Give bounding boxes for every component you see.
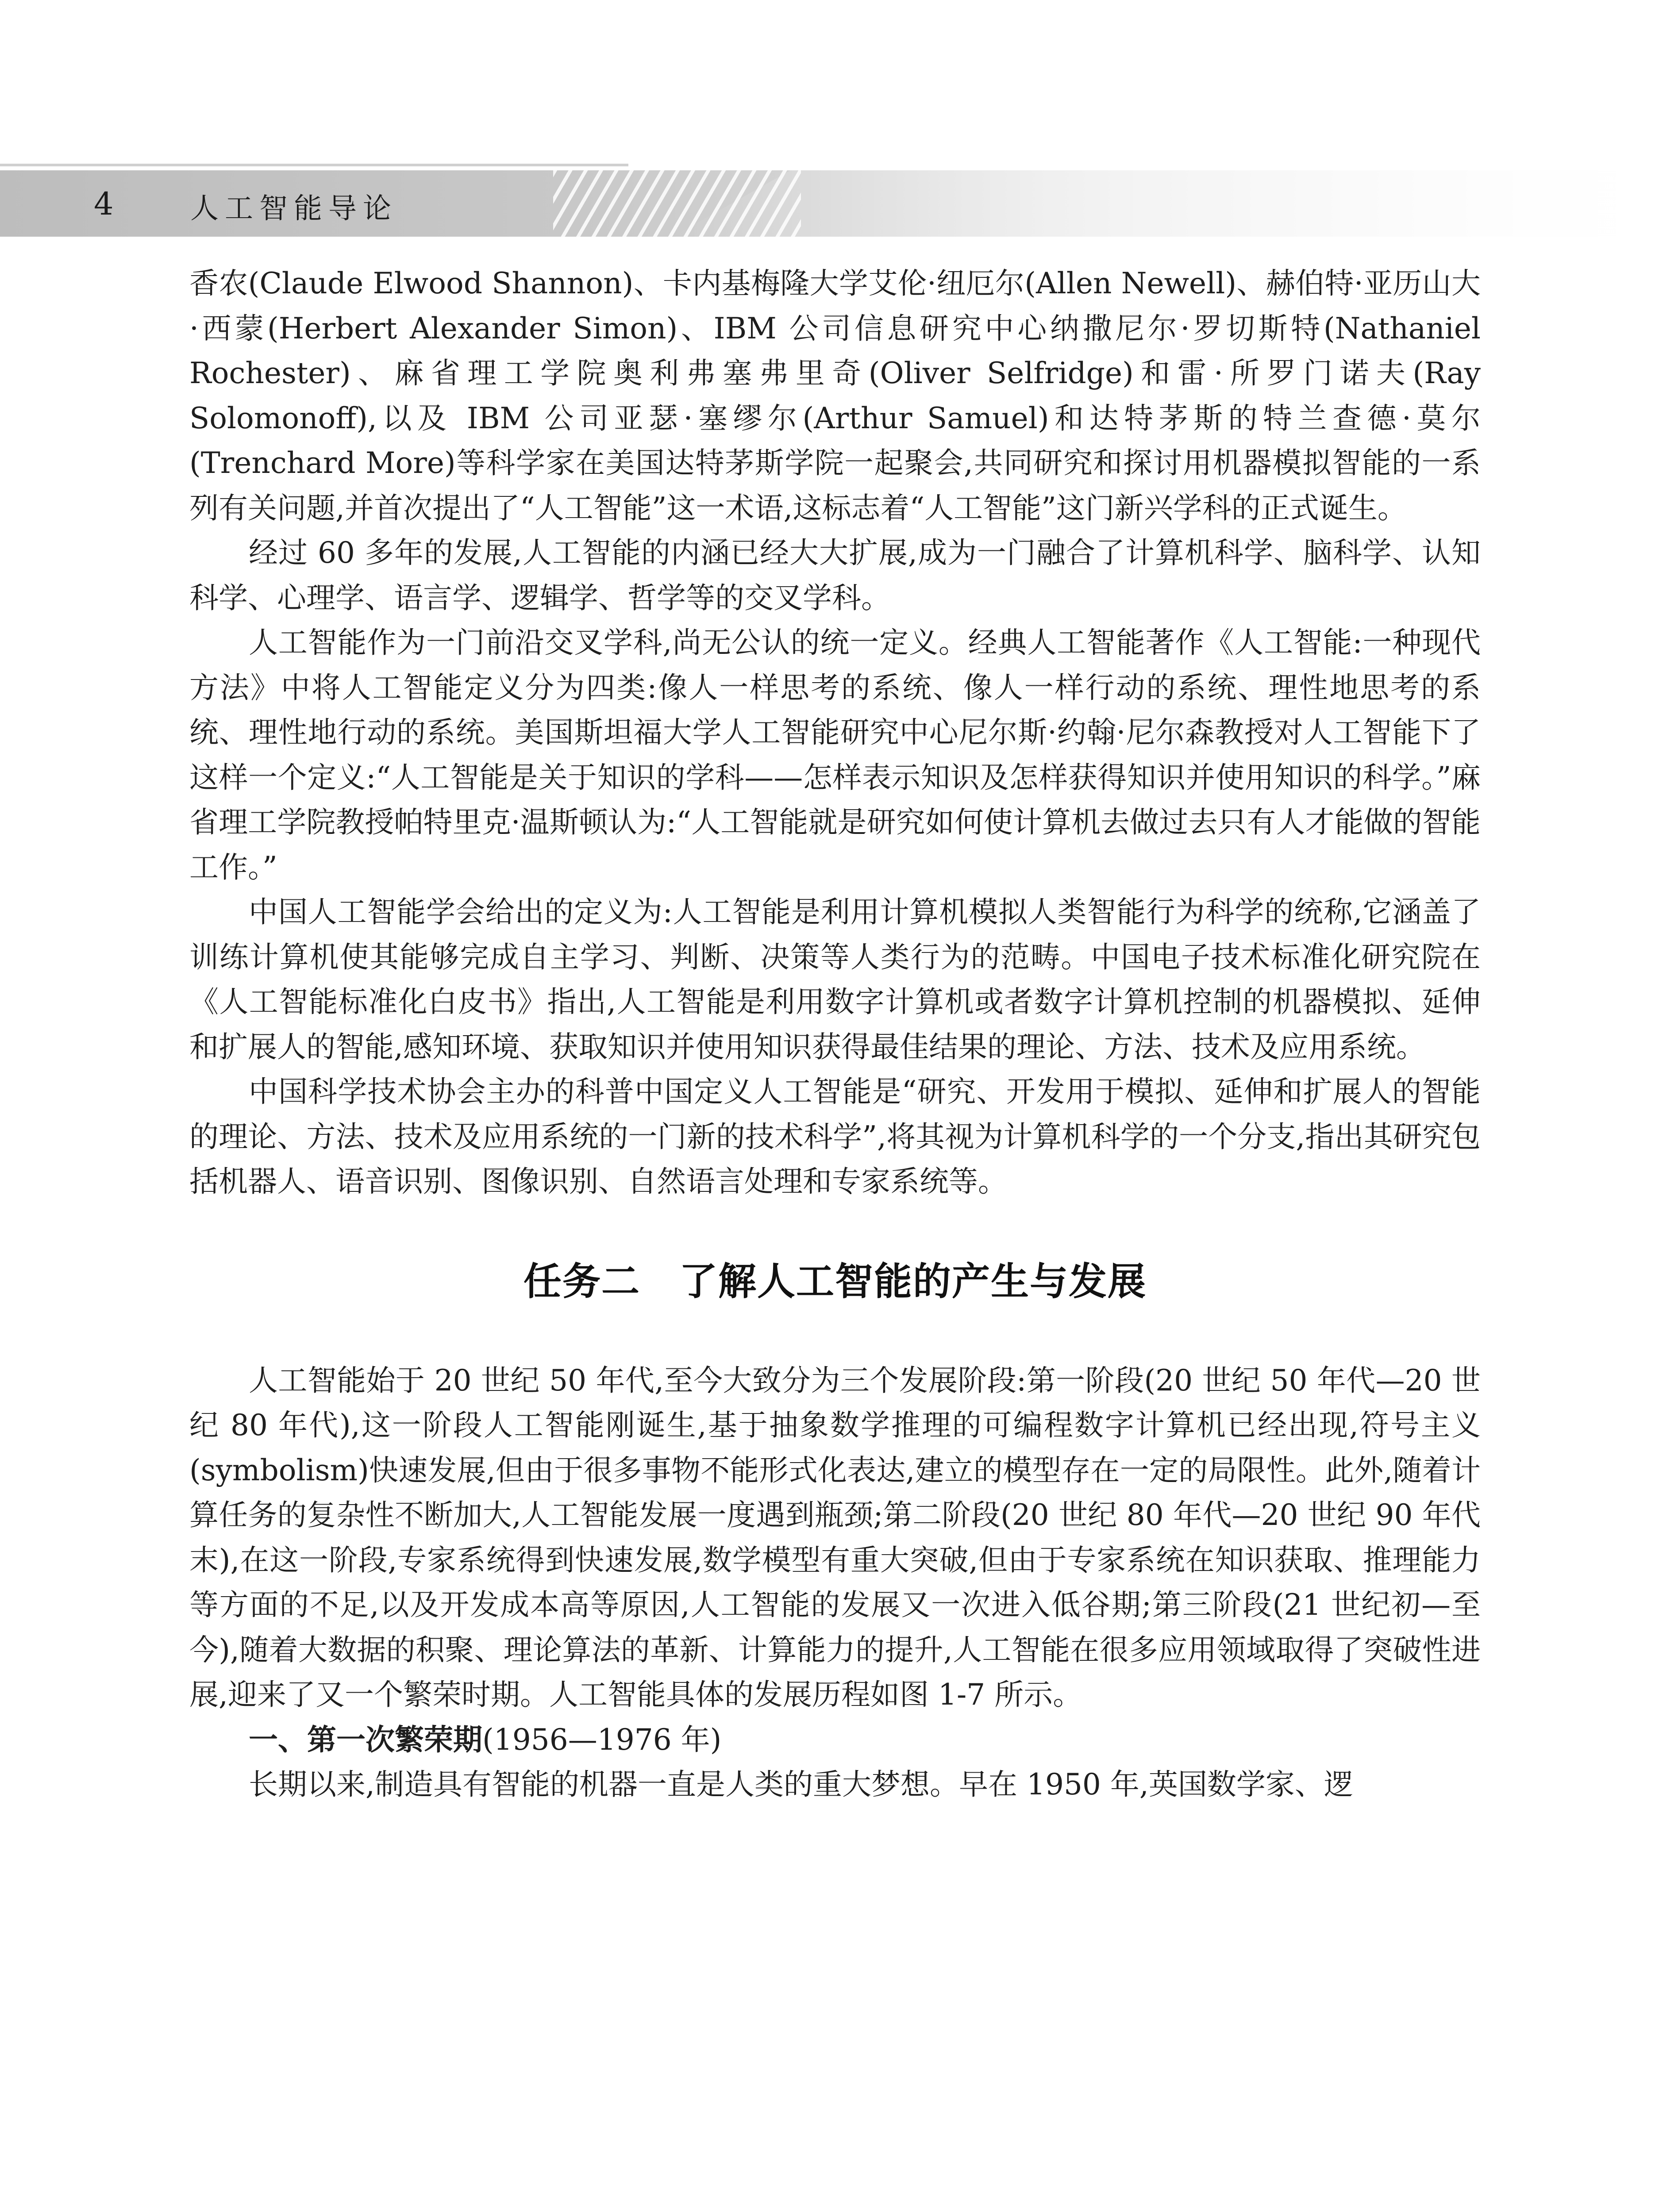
paragraph-caai-definition: 中国人工智能学会给出的定义为:人工智能是利用计算机模拟人类智能行为科学的统称,它涵盖了训练计算机使其能够完成自主学习、判断、决策等人类行为的范畴。中国电子技术标准化研究院在《人工智能标准化白皮书》指出,人工智能是利用数字计算机或者数字计算机控制的机器模拟、延伸和扩展人的智能,感知环境、获取知识并使用知识获得最佳结果的理论、方法、技术及应用系统。: [189, 895, 1481, 1064]
paragraph-last: 长期以来,制造具有智能的机器一直是人类的重大梦想。早在 1950 年,英国数学家、逻: [249, 1767, 1353, 1801]
paragraph-ai-evolution: 经过 60 多年的发展,人工智能的内涵已经大大扩展,成为一门融合了计算机科学、脑科学、认知科学、心理学、语言学、逻辑学、哲学等的交叉学科。: [189, 536, 1481, 615]
page-number: 4: [94, 186, 114, 222]
header-top-rule: [0, 164, 628, 166]
section-title: 任务二 了解人工智能的产生与发展: [523, 1259, 1147, 1304]
subheading-bold: 一、第一次繁荣期: [249, 1722, 482, 1757]
page-body: [189, 261, 1481, 1807]
subheading-years: (1956—1976 年): [482, 1722, 722, 1757]
subheading-first-boom: [189, 1717, 1481, 1763]
paragraph-ai-stages: 人工智能始于 20 世纪 50 年代,至今大致分为三个发展阶段:第一阶段(20 世纪 50 年代—20 世纪 80 年代),这一阶段人工智能刚诞生,基于抽象数学推理的可编程数字计算机已经出现,符号主义(symbolism)快速发展,但由于很多事物不能形式化表达,建立的模型存在一定的局限性。此外,随着计算任务的复杂性不断加大,人工智能发展一度遇到瓶颈;第二阶段(20 世纪 80 年代—20 世纪 90 年代末),在这一阶段,专家系统得到快速发展,数学模型有重大突破,但由于专家系统在知识获取、推理能力等方面的不足,以及开发成本高等原因,人工智能的发展又一次进入低谷期;第三阶段(21 世纪初—至今),随着大数据的积聚、理论算法的革新、计算能力的提升,人工智能在很多应用领域取得了突破性进展,迎来了又一个繁荣时期。人工智能具体的发展历程如图 1-7 所示。: [189, 1363, 1481, 1712]
paragraph-cast-definition: 中国科学技术协会主办的科普中国定义人工智能是“研究、开发用于模拟、延伸和扩展人的智能的理论、方法、技术及应用系统的一门新的技术科学”,将其视为计算机科学的一个分支,指出其研究包括机器人、语音识别、图像识别、自然语言处理和专家系统等。: [189, 1075, 1481, 1198]
paragraph-continued: 香农(Claude Elwood Shannon)、卡内基梅隆大学艾伦·纽厄尔(Allen Newell)、赫伯特·亚历山大·西蒙(Herbert Alexander Simon)、IBM 公司信息研究中心纳撒尼尔·罗切斯特(Nathaniel Rochester)、麻省理工学院奥利弗塞弗里奇(Oliver Selfridge)和雷·所罗门诺夫(Ray Solomonoff),以及 IBM 公司亚瑟·塞缪尔(Arthur Samuel)和达特茅斯的特兰查德·莫尔(Trenchard More)等科学家在美国达特茅斯学院一起聚会,共同研究和探讨用机器模拟智能的一系列有关问题,并首次提出了“人工智能”这一术语,这标志着“人工智能”这门新兴学科的正式诞生。: [189, 266, 1481, 525]
header-fade: [673, 170, 1655, 237]
running-header-title: 人工智能导论: [190, 192, 397, 225]
paragraph-ai-definition: 人工智能作为一门前沿交叉学科,尚无公认的统一定义。经典人工智能著作《人工智能:一种现代方法》中将人工智能定义分为四类:像人一样思考的系统、像人一样行动的系统、理性地思考的系统、理性地行动的系统。美国斯坦福大学人工智能研究中心尼尔斯·约翰·尼尔森教授对人工智能下了这样一个定义:“人工智能是关于知识的学科——怎样表示知识及怎样获得知识并使用知识的科学。”麻省理工学院教授帕特里克·温斯顿认为:“人工智能就是研究如何使计算机去做过去只有人才能做的智能工作。”: [189, 626, 1481, 884]
